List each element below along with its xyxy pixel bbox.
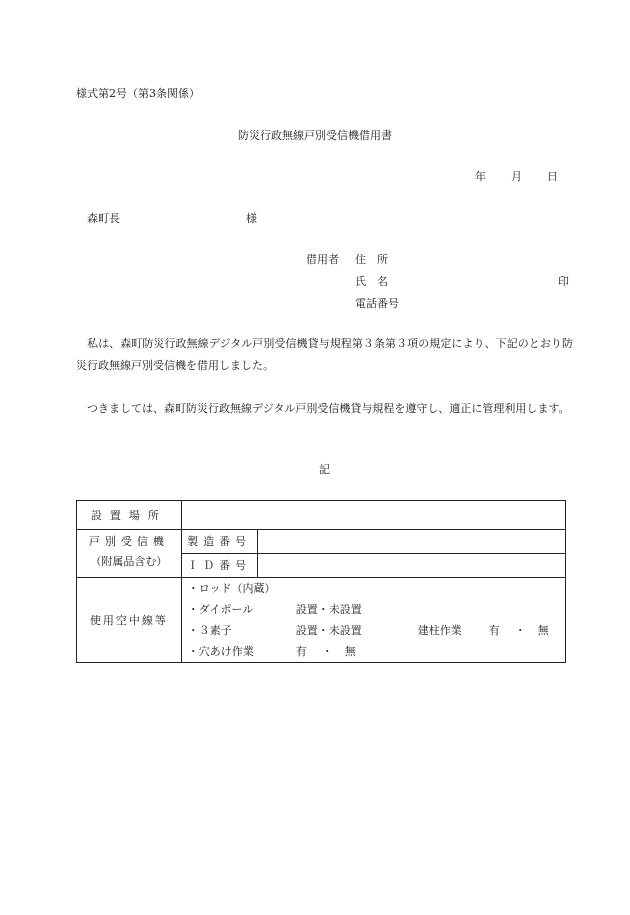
receiver-sub-label: （附属品含む） [90, 554, 168, 568]
body-paragraph-2-text: つきましては、森町防災行政無線デジタル戸別受信機貸与規程を遵守し、適正に管理利用します。 [87, 402, 570, 415]
antenna-rod-line [182, 578, 565, 599]
antenna-rod: ・ロッド（内蔵） [187, 582, 276, 595]
install-location-row [77, 501, 566, 530]
addressee-name: 森町長 [87, 212, 120, 225]
note-heading: 記 [319, 463, 330, 476]
serial-number-field[interactable] [257, 530, 565, 554]
antenna-three-element-line [182, 620, 565, 641]
drilling-no[interactable]: 無 [344, 645, 356, 658]
pole-work-label: 建柱作業 [417, 624, 462, 637]
date-year-label: 年 [475, 170, 486, 183]
id-number-label: ＩＤ番号 [181, 554, 257, 578]
address-label: 住 所 [355, 253, 388, 266]
install-location-label: 設置場所 [77, 501, 182, 530]
borrower-label: 借用者 [306, 253, 339, 266]
antenna-label: 使用空中線等 [77, 578, 182, 663]
form-number: 様式第2号（第3条関係） [76, 87, 200, 100]
body-paragraph-1 [76, 333, 573, 377]
antenna-drilling-line [182, 641, 565, 662]
body-paragraph-2 [76, 398, 573, 420]
date-day-label: 日 [547, 170, 558, 183]
pole-work-no[interactable]: 無 [537, 624, 549, 637]
antenna-three-element-option[interactable]: 設置・未設置 [295, 624, 362, 637]
name-label: 氏 名 [355, 275, 388, 288]
body-paragraph-1-text: 私は、森町防災行政無線デジタル戸別受信機貸与規程第３条第３項の規定により、下記のとおり防災行政無線戸別受信機を借用しました。 [76, 337, 573, 372]
date-month-label: 月 [511, 170, 522, 183]
seal-mark: 印 [558, 275, 569, 288]
receiver-cell [77, 530, 182, 578]
page-title: 防災行政無線戸別受信機借用書 [238, 129, 392, 142]
antenna-dipole: ・ダイポール [187, 603, 254, 616]
antenna-row [77, 578, 566, 663]
drilling-yes[interactable]: 有 [295, 645, 307, 658]
serial-number-label: 製造番号 [181, 530, 257, 554]
lending-details-table [76, 500, 566, 663]
serial-number-row [77, 530, 566, 554]
antenna-three-element: ・３素子 [187, 624, 232, 637]
pole-work-yes[interactable]: 有 [488, 624, 500, 637]
phone-label: 電話番号 [355, 297, 399, 310]
id-number-field[interactable] [257, 554, 565, 578]
drilling-separator: ・ [321, 645, 333, 658]
addressee-honorific: 様 [246, 212, 257, 225]
pole-work-separator: ・ [514, 624, 526, 637]
receiver-label: 戸別受信機 [88, 534, 169, 548]
antenna-dipole-option[interactable]: 設置・未設置 [295, 603, 362, 616]
antenna-options-cell [181, 578, 565, 663]
antenna-drilling: ・穴あけ作業 [187, 645, 254, 658]
install-location-field[interactable] [181, 501, 565, 530]
antenna-dipole-line [182, 599, 565, 620]
